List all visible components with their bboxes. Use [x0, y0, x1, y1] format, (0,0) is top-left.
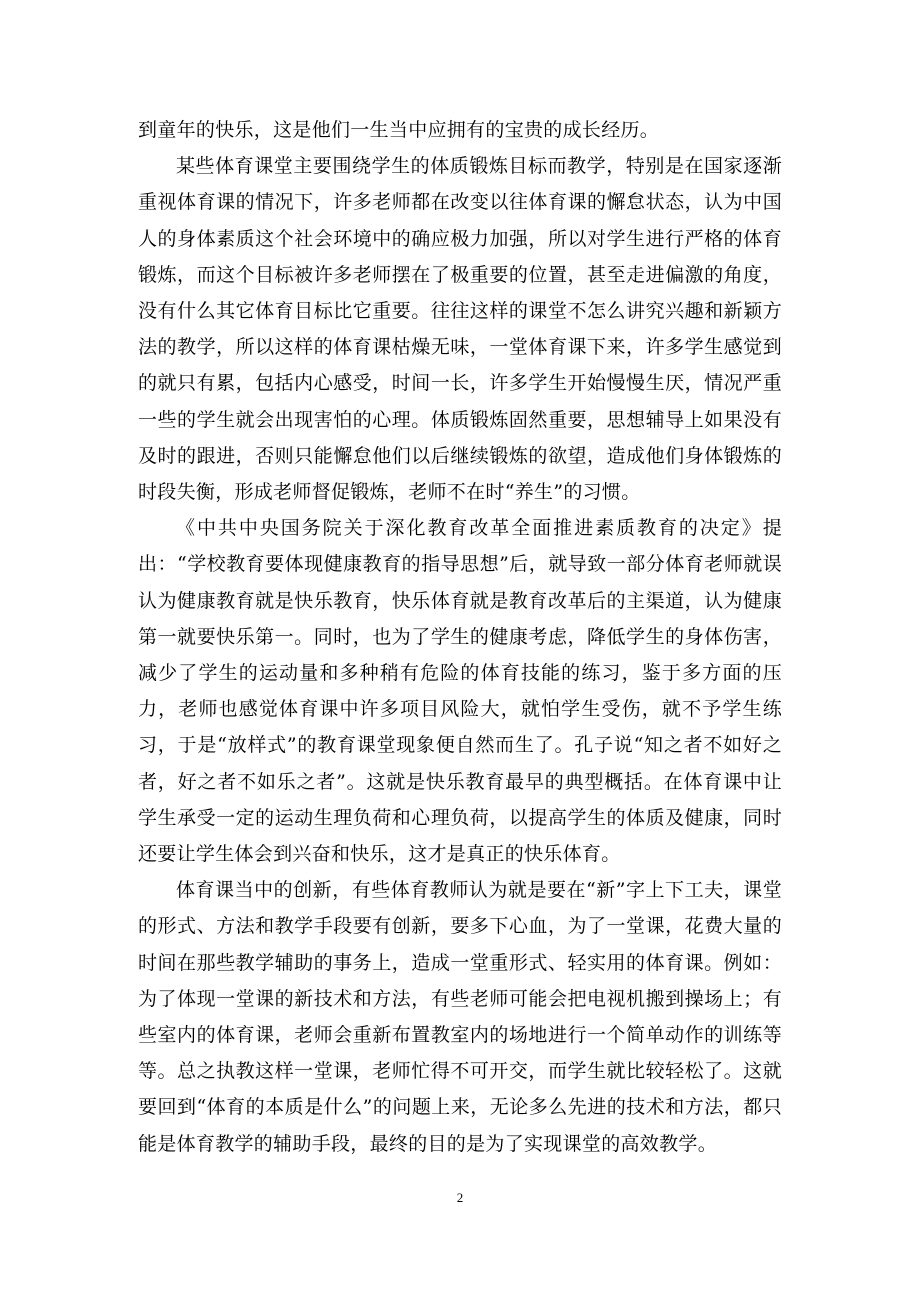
paragraph-happy-education: 《中共中央国务院关于深化教育改革全面推进素质教育的决定》提出：“学校教育要体现健康教育的指导思想”后，就导致一部分体育老师就误认为健康教育就是快乐教育，快乐体育就是教育改革后的主渠道，认为健康第一就要快乐第一。同时，也为了学生的健康考虑，降低学生的身体伤害，减少了学生的运动量和多种稍有危险的体育技能的练习，鉴于多方面的压力，老师也感觉体育课中许多项目风险大，就怕学生受伤，就不予学生练习，于是“放样式”的教育课堂现象便自然而生了。孔子说“知之者不如好之者，好之者不如乐之者”。这就是快乐教育最早的典型概括。在体育课中让学生承受一定的运动生理负荷和心理负荷，以提高学生的体质及健康，同时还要让学生体会到兴奋和快乐，这才是真正的快乐体育。: [138, 517, 782, 866]
paragraph-continuation: 到童年的快乐，这是他们一生当中应拥有的宝贵的成长经历。: [138, 119, 660, 141]
body-text: [138, 112, 782, 1162]
paragraph-innovation: 体育课当中的创新，有些体育教师认为就是要在“新”字上下工夫，课堂的形式、方法和教学手段要有创新，要多下心血，为了一堂课，花费大量的时间在那些教学辅助的事务上，造成一堂重形式、轻实用的体育课。例如：为了体现一堂课的新技术和方法，有些老师可能会把电视机搬到操场上；有些室内的体育课，老师会重新布置教室内的场地进行一个简单动作的训练等等。总之执教这样一堂课，老师忙得不可开交，而学生就比较轻松了。这就要回到“体育的本质是什么”的问题上来，无论多么先进的技术和方法，都只能是体育教学的辅助手段，最终的目的是为了实现课堂的高效教学。: [138, 879, 782, 1155]
paragraph-physical-training: 某些体育课堂主要围绕学生的体质锻炼目标而教学，特别是在国家逐渐重视体育课的情况下，许多老师都在改变以往体育课的懈怠状态，认为中国人的身体素质这个社会环境中的确应极力加强，所以对学生进行严格的体育锻炼，而这个目标被许多老师摆在了极重要的位置，甚至走进偏激的角度，没有什么其它体育目标比它重要。往往这样的课堂不怎么讲究兴趣和新颖方法的教学，所以这样的体育课枯燥无味，一堂体育课下来，许多学生感觉到的就只有累，包括内心感受，时间一长，许多学生开始慢慢生厌，情况严重一些的学生就会出现害怕的心理。体质锻炼固然重要，思想辅导上如果没有及时的跟进，否则只能懈怠他们以后继续锻炼的欲望，造成他们身体锻炼的时段失衡，形成老师督促锻炼，老师不在时“养生”的习惯。: [138, 155, 782, 504]
page-number: 2: [456, 1190, 464, 1205]
